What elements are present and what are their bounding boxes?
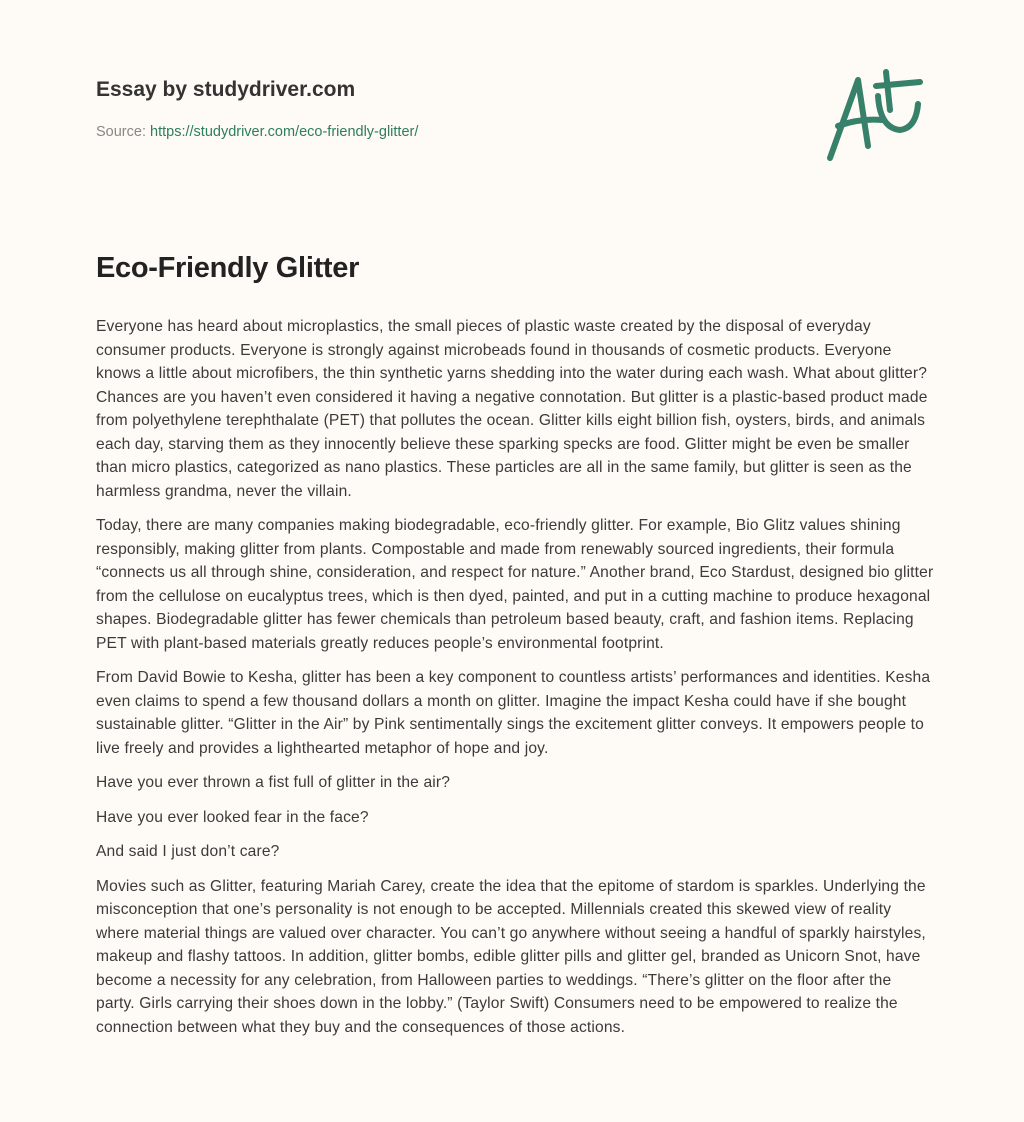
paragraph: Everyone has heard about microplastics, the small pieces of plastic waste created by the disposal of everyday consumer products. Everyone is strongly against microbeads found in thousands of cosmetic products. Everyone knows a little about microfibers, the thin synthetic yarns shedding into the water during each wash. What about glitter? Chances are you haven’t even considered it having a negative connotation. But glitter is a plastic-based product made from polyethylene terephthalate (PET) that pollutes the ocean. Glitter kills eight billion fish, oysters, birds, and animals each day, starving them as they innocently believe these sparking specks are food. Glitter might be even be smaller than micro plastics, categorized as nano plastics. These particles are all in the same family, but glitter is seen as the harmless grandma, never the villain.	[96, 318, 928, 500]
paragraph: And said I just don’t care?	[96, 843, 280, 860]
paragraph: Today, there are many companies making biodegradable, eco-friendly glitter. For example, Bio Glitz values shining responsibly, making glitter from plants. Compostable and made from renewably sourced ingredients, their formula “connects us all through shine, consideration, and respect for nature.” Another brand, Eco Stardust, designed bio glitter from the cellulose on eucalyptus trees, which is then dyed, painted, and put in a cutting machine to produce hexagonal shapes. Biodegradable glitter has fewer chemicals than petroleum based beauty, craft, and fashion items. Replacing PET with plant-based materials greatly reduces people’s environmental footprint.	[96, 517, 934, 652]
paragraph: From David Bowie to Kesha, glitter has been a key component to countless artists’ performances and identities. Kesha even claims to spend a few thousand dollars a month on glitter. Imagine the impact Kesha could have if she bought sustainable glitter. “Glitter in the Air” by Pink sentimentally sings the excitement glitter conveys. It empowers people to live freely and provides a lighthearted metaphor of hope and joy.	[96, 669, 931, 757]
essay-body	[96, 315, 934, 1050]
paragraph: Have you ever looked fear in the face?	[96, 808, 369, 826]
essay-title: Eco-Friendly Glitter	[96, 252, 360, 284]
source-link[interactable]: https://studydriver.com/eco-friendly-glitter/	[150, 124, 419, 140]
source-line	[96, 124, 418, 140]
brand-title: Essay by studydriver.com	[96, 78, 356, 101]
source-label: Source:	[96, 124, 146, 140]
site-header	[96, 78, 355, 102]
paragraph: Have you ever thrown a fist full of glitter in the air?	[96, 774, 451, 791]
a-plus-logo-icon	[820, 68, 930, 168]
paragraph: Movies such as Glitter, featuring Mariah Carey, create the idea that the epitome of stardom is sparkles. Underlying the misconception that one’s personality is not enough to be accepted. Millennials created this skewed view of reality where material things are valued over character. You can’t go anywhere without seeing a handful of sparkly hairstyles, makeup and flashy tattoos. In addition, glitter bombs, edible glitter pills and glitter gel, branded as Unicorn Snot, have become a necessity for any celebration, from Halloween parties to weddings. “There’s glitter on the floor after the party. Girls carrying their shoes down in the lobby.” (Taylor Swift) Consumers need to be empowered to realize the connection between what they buy and the consequences of those actions.	[96, 877, 926, 1036]
